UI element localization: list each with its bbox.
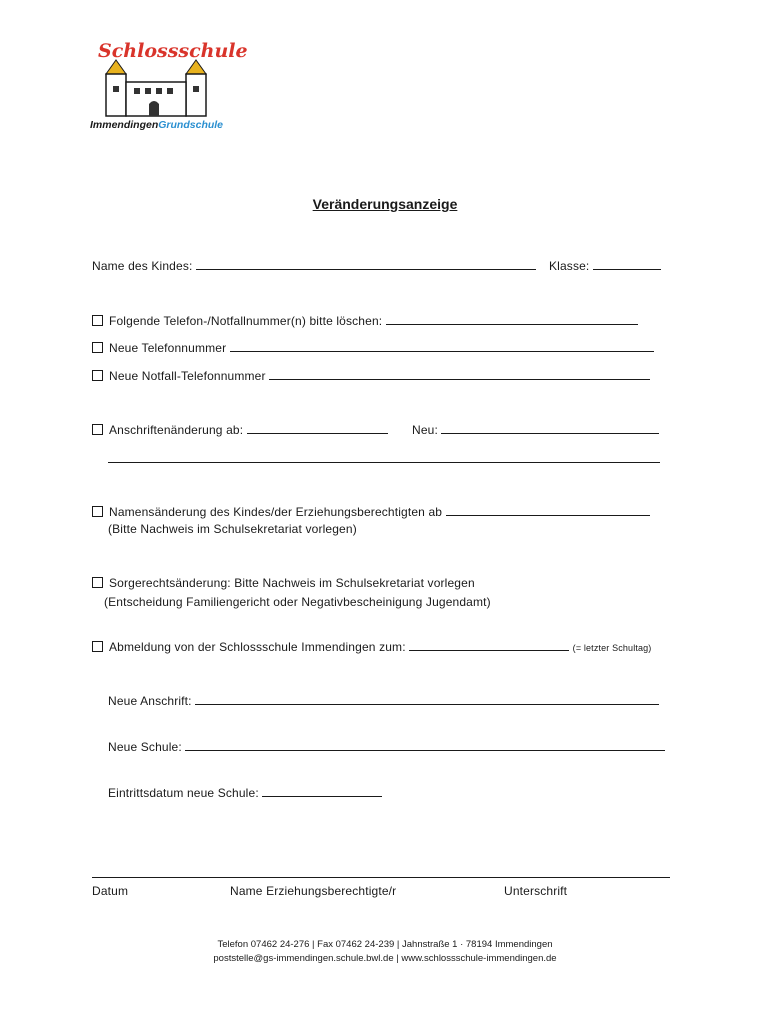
footer-contact: Telefon 07462 24-276 | Fax 07462 24-239 | Jahnstraße 1 · 78194 Immendingen — [217, 939, 553, 950]
address-new-row — [412, 422, 659, 437]
new-phone-line — [230, 340, 654, 352]
deregistration-row — [92, 639, 651, 654]
page-title: Veränderungsanzeige — [312, 196, 458, 212]
custody-note: (Entscheidung Familiengericht oder Negativbescheinigung Jugendamt) — [104, 595, 491, 609]
new-school-line — [185, 739, 665, 751]
entry-date-line — [262, 785, 382, 797]
address-new-line — [441, 422, 659, 434]
checkbox — [92, 424, 103, 435]
logo-subtitle — [90, 119, 223, 131]
new-address-row — [108, 693, 659, 708]
new-address-line — [195, 693, 659, 705]
signature-signature-label: Unterschrift — [504, 884, 568, 898]
new-emergency-label: Neue Notfall-Telefonnummer — [109, 369, 266, 383]
school-logo — [88, 38, 248, 138]
checkbox — [92, 577, 103, 588]
new-school-label: Neue Schule: — [108, 740, 182, 754]
checkbox — [92, 315, 103, 326]
checkbox — [92, 370, 103, 381]
address-extra-line — [108, 451, 660, 463]
deregistration-note: (= letzter Schultag) — [572, 643, 652, 653]
signature-guardian-label: Name Erziehungsberechtigte/r — [230, 884, 397, 898]
new-phone-label: Neue Telefonnummer — [109, 341, 227, 355]
signature-date-label: Datum — [92, 884, 129, 898]
address-change-label: Anschriftenänderung ab: — [109, 423, 244, 437]
address-change-row — [92, 422, 388, 437]
name-change-note: (Bitte Nachweis im Schulsekretariat vorlegen) — [108, 522, 357, 536]
logo-subtitle-left: Immendingen — [90, 119, 159, 131]
deregistration-label: Abmeldung von der Schlossschule Immendingen zum: — [109, 640, 406, 654]
logo-name: Schlossschule — [98, 40, 248, 62]
custody-row — [92, 576, 475, 590]
name-change-label: Namensänderung des Kindes/der Erziehungsberechtigten ab — [109, 505, 443, 519]
new-phone-row — [92, 340, 654, 355]
address-change-line — [247, 422, 388, 434]
checkbox — [92, 506, 103, 517]
new-emergency-line — [269, 368, 650, 380]
child-name-label: Name des Kindes: — [92, 259, 193, 273]
signature-line — [92, 866, 670, 878]
new-school-row — [108, 739, 665, 754]
entry-date-row — [108, 785, 382, 800]
footer-web: poststelle@gs-immendingen.schule.bwl.de | www.schlossschule-immendingen.de — [213, 953, 557, 964]
phone-delete-label: Folgende Telefon-/Notfallnummer(n) bitte löschen: — [109, 314, 383, 328]
logo-subtitle-right: Grundschule — [158, 119, 224, 131]
new-emergency-row — [92, 368, 650, 383]
child-name-line — [196, 258, 536, 270]
name-change-line — [446, 504, 650, 516]
class-label: Klasse: — [549, 259, 590, 273]
child-name-row — [92, 258, 536, 273]
class-line — [593, 258, 661, 270]
new-address-label: Neue Anschrift: — [108, 694, 192, 708]
checkbox — [92, 641, 103, 652]
class-row — [549, 258, 661, 273]
name-change-row — [92, 504, 650, 519]
checkbox — [92, 342, 103, 353]
phone-delete-line — [386, 313, 638, 325]
custody-label: Sorgerechtsänderung: Bitte Nachweis im Schulsekretariat vorlegen — [109, 576, 475, 590]
phone-delete-row — [92, 313, 638, 328]
deregistration-line — [409, 639, 569, 651]
entry-date-label: Eintrittsdatum neue Schule: — [108, 786, 259, 800]
address-new-label: Neu: — [412, 423, 438, 437]
